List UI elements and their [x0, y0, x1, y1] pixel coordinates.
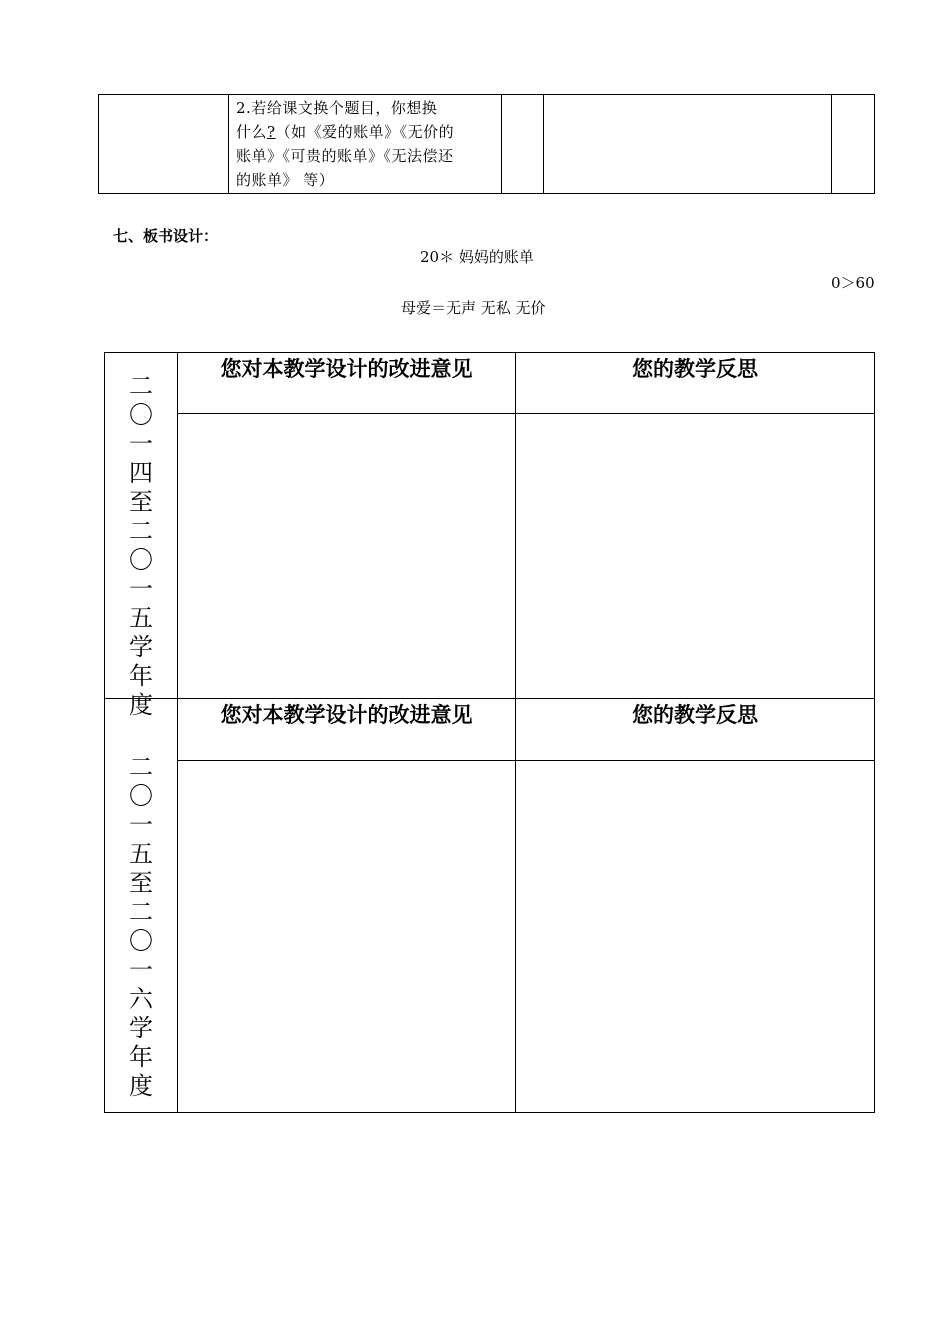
reflection-input-area[interactable]	[516, 414, 874, 698]
board-lesson-title: 20＊ 妈妈的账单	[420, 248, 534, 266]
year-label-2015-2016: 二 〇 一 五 至 二 〇 一 六 学 年 度	[129, 753, 153, 1100]
reflection-header: 您的教学反思	[632, 703, 758, 727]
question-line-4: 的账单》 等）	[236, 171, 335, 189]
question-line-1: 2.若给课文换个题目，你想换	[236, 99, 438, 117]
improvement-input-area[interactable]	[178, 761, 515, 1112]
year-label-2014-2015: 二 〇 一 四 至 二 〇 一 五 学 年 度	[129, 372, 153, 719]
item-number: 2.	[236, 99, 252, 117]
question-line-2: 什么?（如《爱的账单》《无价的	[236, 123, 455, 141]
section-title: 七、板书设计：	[113, 227, 219, 245]
reflection-input-area[interactable]	[516, 761, 874, 1112]
improvement-input-area[interactable]	[178, 414, 515, 698]
improvement-header: 您对本教学设计的改进意见	[220, 703, 473, 727]
question-line-3: 账单》《可贵的账单》《无法偿还	[236, 147, 454, 165]
improvement-header: 您对本教学设计的改进意见	[220, 357, 473, 381]
question-mark: ?	[267, 123, 276, 141]
discussion-question	[236, 96, 498, 192]
board-summary: 母爱＝无声 无私 无价	[401, 299, 546, 317]
board-equation: 0＞60	[831, 274, 875, 292]
reflection-header: 您的教学反思	[632, 357, 758, 381]
